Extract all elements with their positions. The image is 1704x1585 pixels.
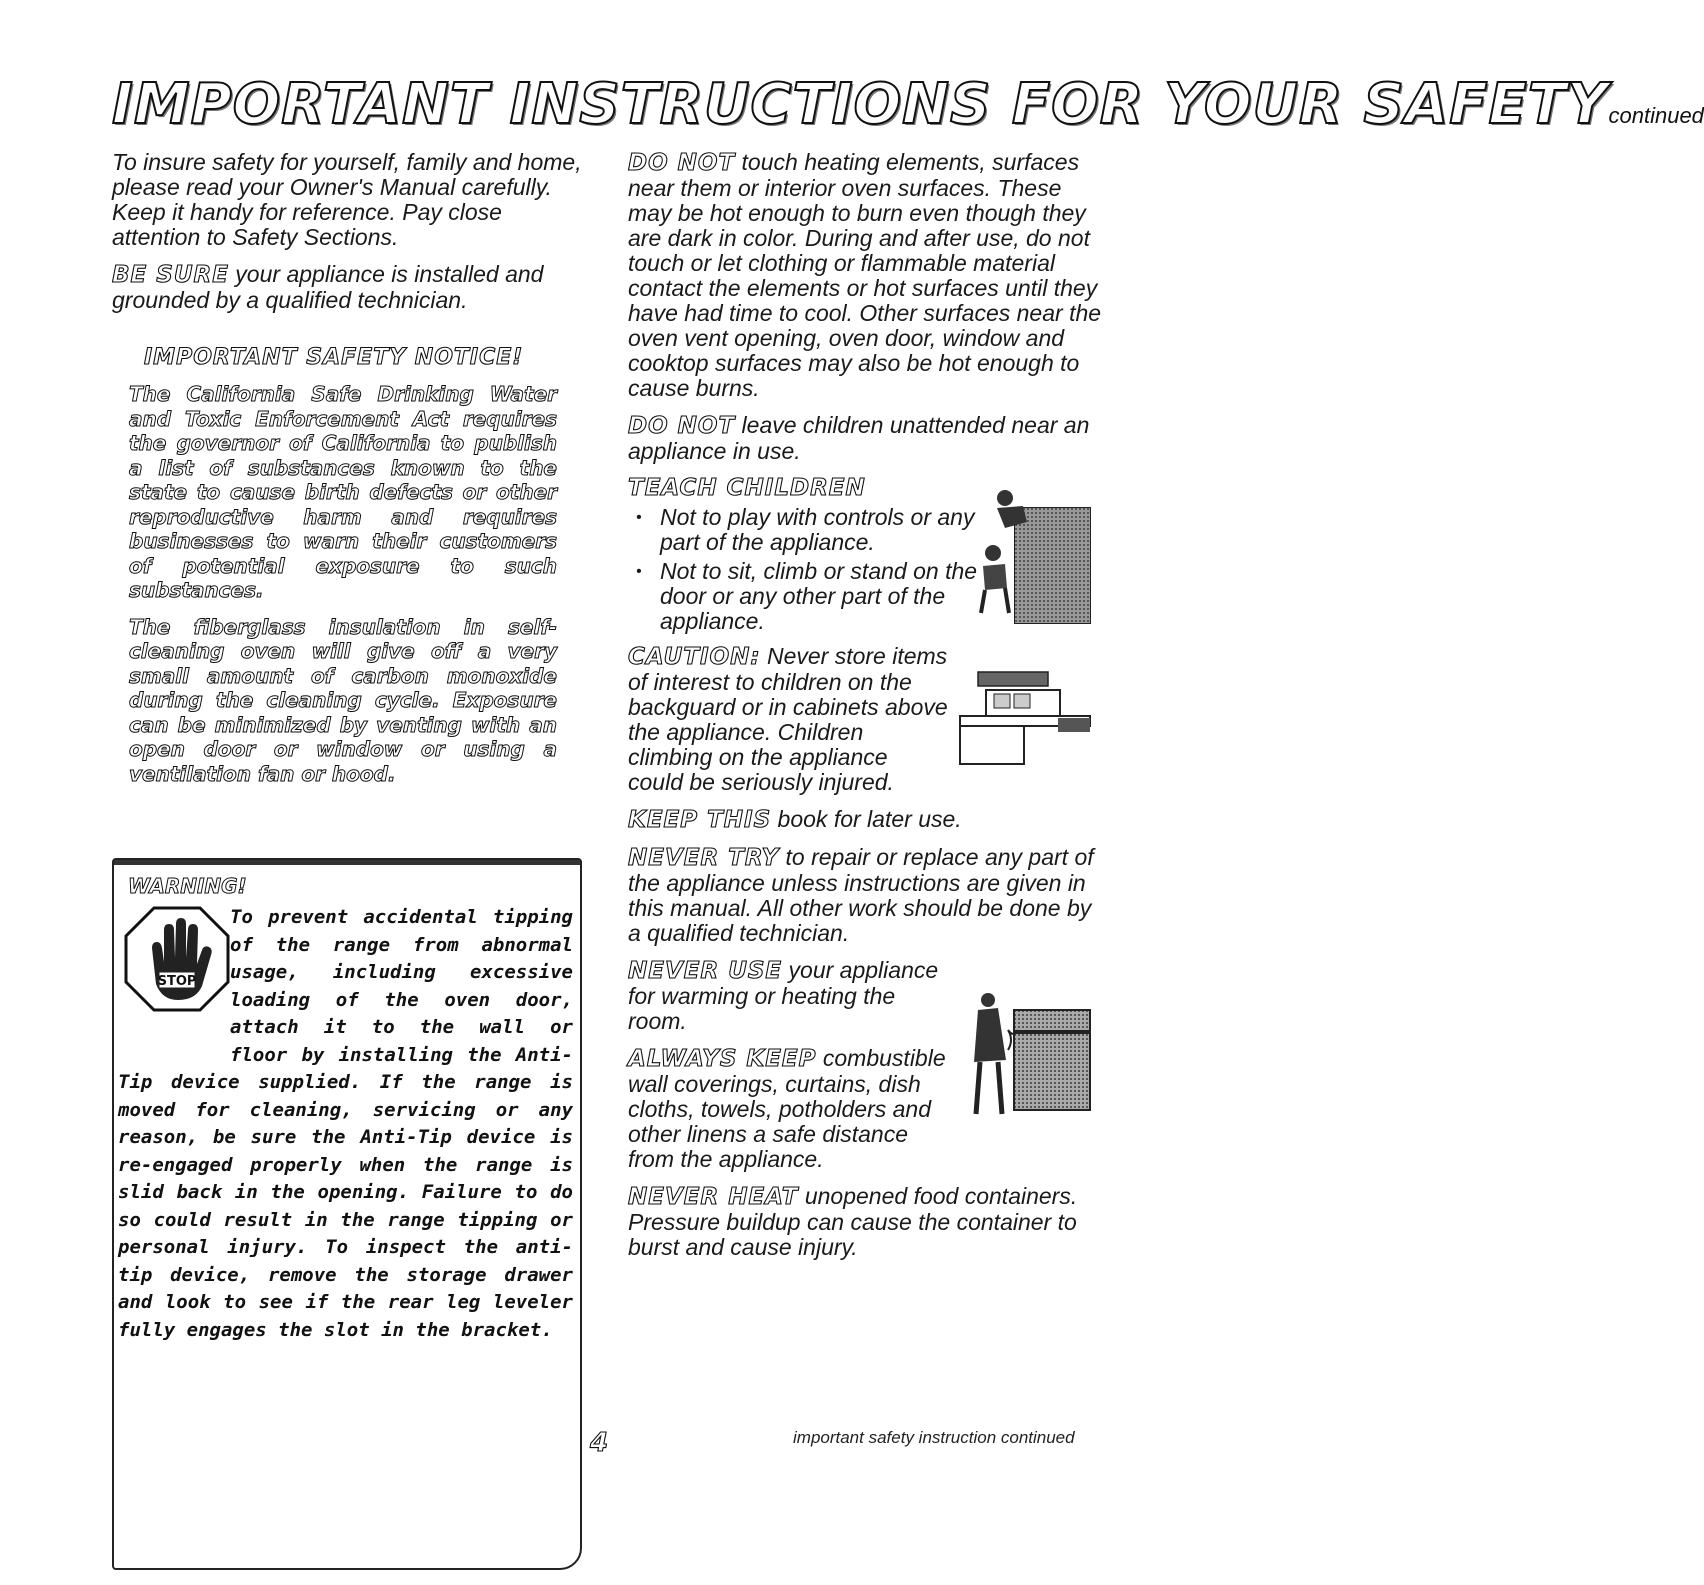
footer-note: important safety instruction continued [793,1428,1075,1447]
heating-room-illustration [970,990,1095,1120]
do-not-keyword: DO NOT [628,150,736,176]
be-sure-paragraph: BE SURE your appliance is installed and grounded by a qualified technician. [112,261,544,313]
keep-this-keyword: KEEP THIS [628,807,772,833]
intro-paragraph: To insure safety for yourself, family and home, please read your Owner's Manual carefully. Keep it handy for reference. Pay close attention to Safety Sections. [112,149,582,250]
safety-notice-heading: IMPORTANT SAFETY NOTICE! [144,345,524,370]
warning-body: To prevent accidental tipping of the range from abnormal usage, including excessive loading of the oven door, attach it to the wall or floor by installing the Anti-Tip device supplied. If the range is moved for cleaning, servicing or any reason, be sure the Anti-Tip device is re-engaged properly when the range is slid back in the opening. Failure to do so could result in the range tipping or personal injury. To inspect the anti-tip device, remove the storage drawer and look to see if the rear leg leveler fully engages the slot in the bracket. [118,906,573,1341]
never-try-paragraph: NEVER TRY to repair or replace any part of the appliance unless instructions are given in this manual. All other work should be done by a qualified technician. [628,844,1094,946]
never-try-keyword: NEVER TRY [628,845,780,871]
do-not-touch-paragraph: DO NOT touch heating elements, surfaces near them or interior oven surfaces. These may be hot enough to burn even though they are dark in color. During and after use, do not touch or let clothing or flammable material contact the elements or hot surfaces until they have had time to cool. Other surfaces near the oven vent opening, oven door, window and cooktop surfaces may also be hot enough to cause burns. [628,149,1102,401]
stop-label: STOP [157,974,197,989]
caution-keyword: CAUTION: [628,644,761,670]
stop-hand-icon [122,904,232,1014]
left-column [112,150,587,798]
list-item: • Not to sit, climb or stand on the door or any other part of the appliance. [628,559,980,634]
never-use-paragraph: NEVER USE your appliance for warming or heating the room. [628,957,939,1034]
teach-children-heading: TEACH CHILDREN [628,475,866,501]
never-heat-paragraph: NEVER HEAT unopened food containers. Pressure buildup can cause the container to burst and cause injury. [628,1183,1078,1260]
never-use-keyword: NEVER USE [628,958,783,984]
continued-label: continued [1608,103,1704,128]
safety-notice-paragraph-1: The California Safe Drinking Water and Toxic Enforcement Act requires the governor of California to publish a list of substances known to the state to cause birth defects or other reproductive harm and requires businesses to warn their customers of potential exposure to such substances. [129,382,557,602]
always-keep-paragraph: ALWAYS KEEP combustible wall coverings, curtains, dish cloths, towels, potholders and other linens a safe distance from the appliance. [628,1045,946,1172]
page-title: IMPORTANT INSTRUCTIONS FOR YOUR SAFETYcontinued [112,72,1704,137]
page-number: 4 [590,1428,609,1458]
range-cabinet-illustration [958,668,1093,768]
caution-paragraph: CAUTION: Never store items of interest to children on the backguard or in cabinets above the appliance. Children climbing on the appliance could be seriously injured. [628,643,948,795]
do-not-leave-paragraph: DO NOT leave children unattended near an appliance in use. [628,412,1090,464]
do-not-keyword-2: DO NOT [628,413,736,439]
warning-box [112,858,582,1570]
be-sure-keyword: BE SURE [112,262,229,288]
never-heat-keyword: NEVER HEAT [628,1184,799,1210]
always-keep-keyword: ALWAYS KEEP [628,1046,817,1072]
child-climbing-illustration [975,488,1095,628]
list-item: • Not to play with controls or any part of the appliance. [628,505,980,555]
safety-notice-paragraph-2: The fiberglass insulation in self-cleaning oven will give off a very small amount of carbon monoxide during the cleaning cycle. Exposure can be minimized by venting with an open door or window or using a ventilation fan or hood. [129,614,557,786]
safety-notice [129,382,557,786]
warning-title: WARNING! [128,874,247,898]
keep-this-paragraph: KEEP THIS book for later use. [628,806,962,833]
